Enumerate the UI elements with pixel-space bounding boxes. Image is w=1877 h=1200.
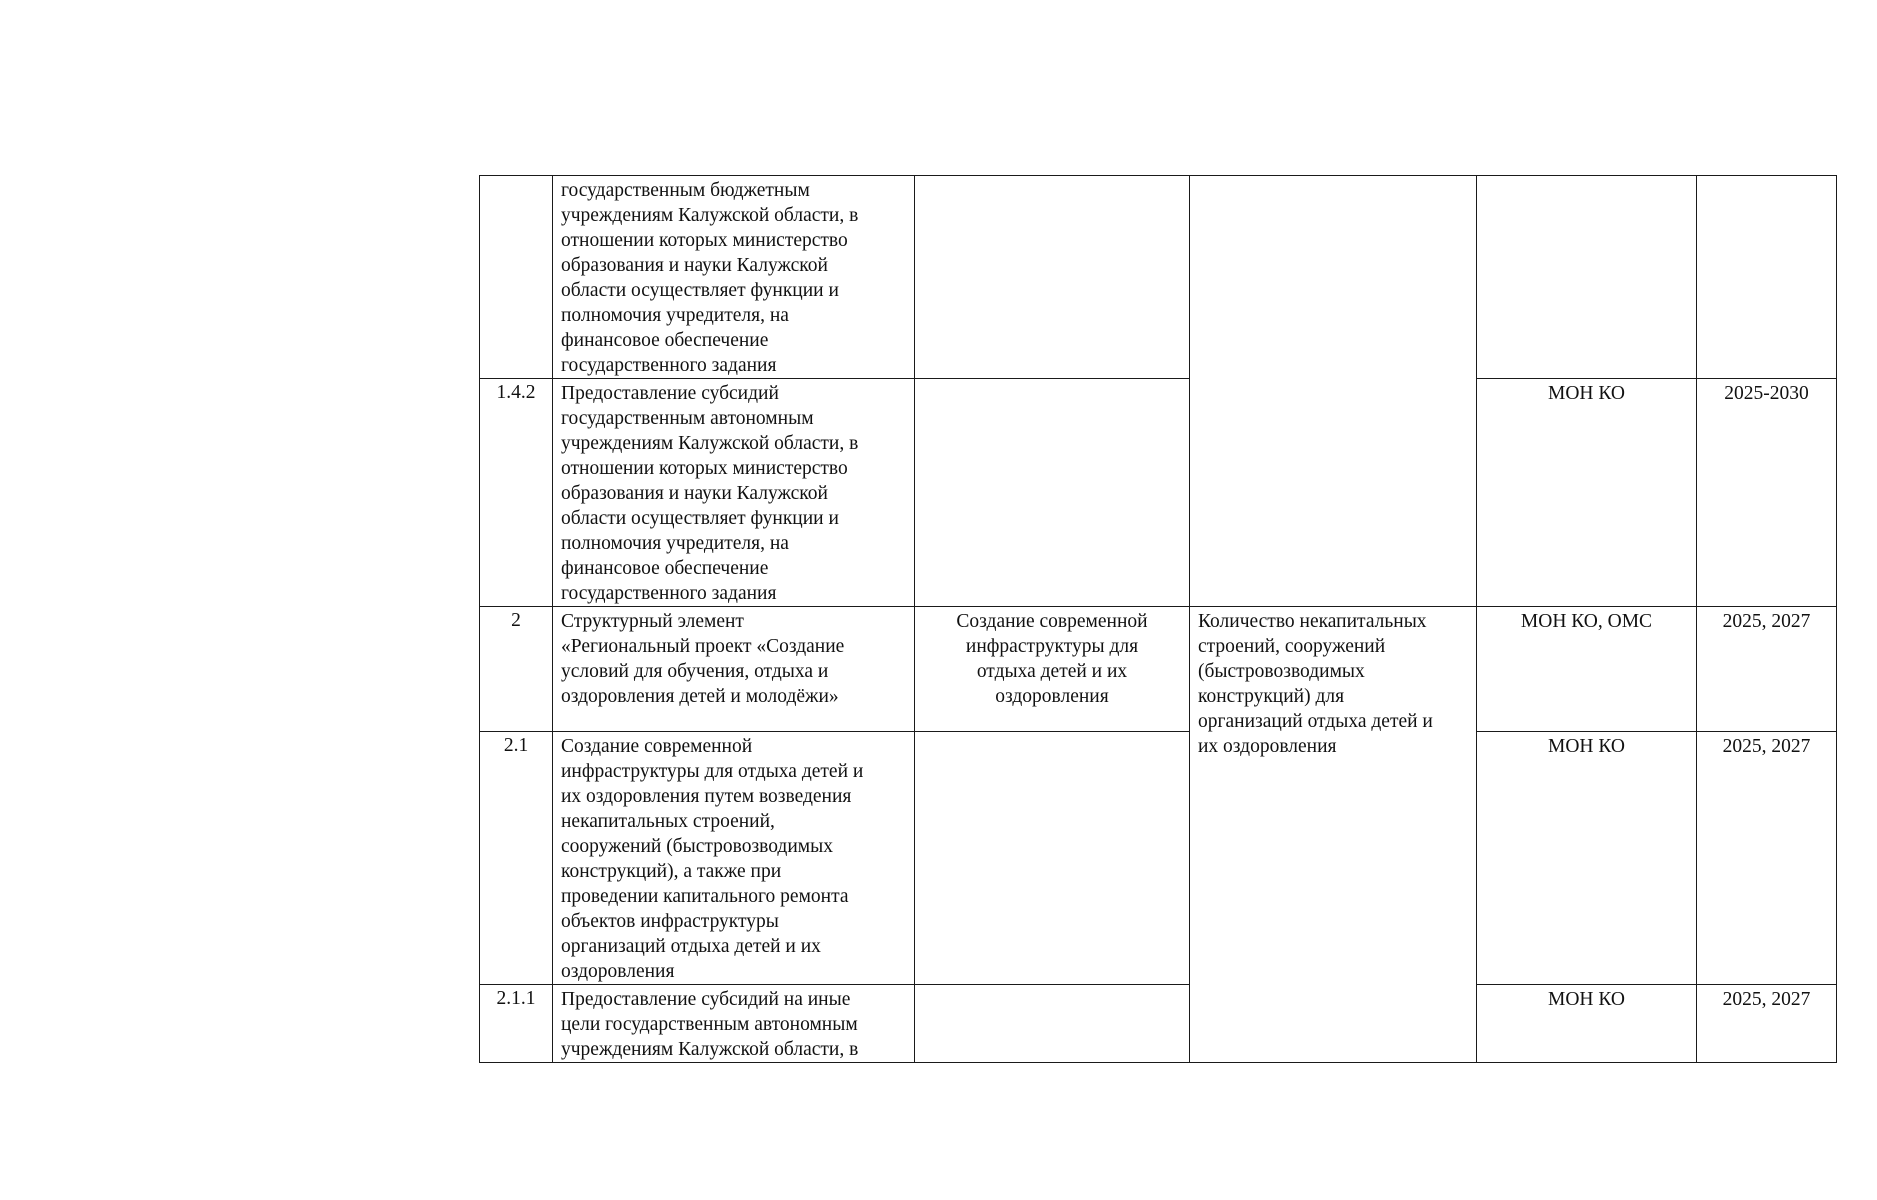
measure-name: государственным бюджетным учреждениям Калужской области, в отношении которых министерство образования и науки Калужской области осуществляет функции и полномочия учредителя, на финансовое обеспечение государственного задания [553, 176, 915, 379]
measure-executor: МОН КО, ОМС [1477, 607, 1697, 732]
measure-indicator: Количество некапитальных строений, сооружений (быстровозводимых конструкций) для организаций отдыха детей и их оздоровления [1190, 607, 1477, 1063]
table-row [480, 607, 1837, 732]
row-number: 2 [480, 607, 553, 732]
measure-executor: МОН КО [1477, 379, 1697, 607]
measure-result: Создание современной инфраструктуры для отдыха детей и их оздоровления [915, 607, 1190, 732]
measure-executor: МОН КО [1477, 985, 1697, 1063]
row-number: 1.4.2 [480, 379, 553, 607]
measure-name: Структурный элемент «Региональный проект «Создание условий для обучения, отдыха и оздоровления детей и молодёжи» [553, 607, 915, 732]
measure-result [915, 985, 1190, 1063]
measures-table [479, 175, 1837, 1063]
measure-name: Предоставление субсидий государственным автономным учреждениям Калужской области, в отношении которых министерство образования и науки Калужской области осуществляет функции и полномочия учредителя, на финансовое обеспечение государственного задания [553, 379, 915, 607]
table-row [480, 732, 1837, 985]
measure-term: 2025, 2027 [1697, 732, 1837, 985]
row-number [480, 176, 553, 379]
measure-name: Создание современной инфраструктуры для отдыха детей и их оздоровления путем возведения некапитальных строений, сооружений (быстровозводимых конструкций), а также при проведении капитального ремонта объектов инфраструктуры организаций отдыха детей и их оздоровления [553, 732, 915, 985]
table-row [480, 379, 1837, 607]
measure-term: 2025-2030 [1697, 379, 1837, 607]
measure-result [915, 732, 1190, 985]
measure-term: 2025, 2027 [1697, 607, 1837, 732]
measure-result [915, 379, 1190, 607]
table-row [480, 176, 1837, 379]
table-row [480, 985, 1837, 1063]
measure-term [1697, 176, 1837, 379]
measure-executor: МОН КО [1477, 732, 1697, 985]
measure-executor [1477, 176, 1697, 379]
row-number: 2.1 [480, 732, 553, 985]
measure-term: 2025, 2027 [1697, 985, 1837, 1063]
measure-name: Предоставление субсидий на иные цели государственным автономным учреждениям Калужской области, в [553, 985, 915, 1063]
indicator-cell-empty [1190, 176, 1477, 607]
row-number: 2.1.1 [480, 985, 553, 1063]
measure-result [915, 176, 1190, 379]
